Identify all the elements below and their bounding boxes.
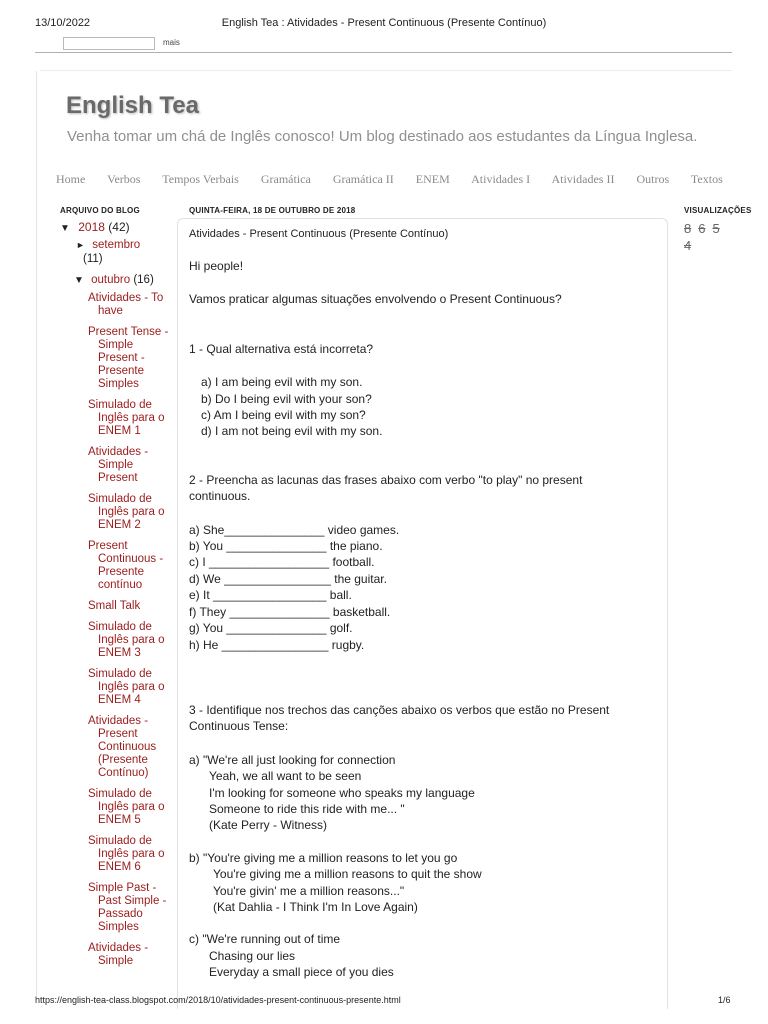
fill-blank-item: d) We ________________ the guitar. [189,571,387,586]
tab-textos[interactable]: Textos [690,172,723,186]
tab-verbos[interactable]: Verbos [107,172,141,186]
answer-option: c) Am I being evil with my son? [201,408,366,423]
archive-month-count: (11) [83,253,103,265]
lyric-line: Yeah, we all want to be seen [209,769,362,784]
fill-blank-item: g) You _______________ golf. [189,621,353,636]
print-url: https://english-tea-class.blogspot.com/2018/10/atividades-present-continuous-presente.html [35,995,401,1005]
fill-blank-item: h) He ________________ rugby. [189,637,365,652]
tab-enem[interactable]: ENEM [415,172,450,186]
lyric-line: You're giving me a million reasons to quit the show [213,867,482,882]
post-intro: Vamos praticar algumas situações envolvendo o Present Continuous? [189,292,562,307]
print-page-number: 1/6 [718,995,731,1005]
archive-post-link[interactable]: Simulado de Inglês para o ENEM 1 [88,399,165,437]
fill-blank-item: c) I __________________ football. [189,555,375,570]
tab-gramatica-ii[interactable]: Gramática II [332,172,394,186]
song-excerpt-c [189,931,659,980]
archive-post-link[interactable]: Simulado de Inglês para o ENEM 4 [88,668,165,706]
counter-digit: 5 [712,221,720,236]
archive-heading: ARQUIVO DO BLOG [60,206,140,215]
more-link[interactable]: mais [163,38,180,47]
tab-home[interactable]: Home [56,172,86,186]
counter-digit: 4 [684,238,692,253]
fill-blank-item: b) You _______________ the piano. [189,539,383,554]
question-1: 1 - Qual alternativa está incorreta? [189,341,374,356]
lyric-line: c) "We're running out of time [189,932,341,947]
fill-blank-item: a) She_______________ video games. [189,522,400,537]
page-frame-top [40,70,732,71]
lyric-line: Someone to ride this ride with me... " [209,801,405,816]
post-date: QUINTA-FEIRA, 18 DE OUTUBRO DE 2018 [189,206,356,215]
song-excerpt-b [189,850,659,916]
views-heading: VISUALIZAÇÕES [684,206,752,215]
archive-post-link[interactable]: Simulado de Inglês para o ENEM 2 [88,493,165,531]
archive-post-link[interactable]: Simulado de Inglês para o ENEM 6 [88,835,165,873]
lyric-line: You're givin' me a million reasons..." [213,883,405,898]
archive-post-link[interactable]: Atividades - Simple Present [88,446,149,484]
expand-down-icon[interactable]: ▼ [60,223,70,234]
archive-post-link[interactable]: Simple Past - Past Simple - Passado Simples [88,882,167,933]
page-frame-left [36,71,37,996]
tab-atividades-ii[interactable]: Atividades II [551,172,615,186]
lyric-line: I'm looking for someone who speaks my language [209,785,475,800]
tab-gramatica[interactable]: Gramática [260,172,311,186]
lyric-line: a) "We're all just looking for connection [189,752,396,767]
tab-atividades-i[interactable]: Atividades I [471,172,531,186]
blog-title[interactable]: English Tea [66,92,199,119]
answer-option: a) I am being evil with my son. [201,375,363,390]
post-greeting: Hi people! [189,259,244,273]
question-2: 2 - Preencha as lacunas das frases abaixo com verbo "to play" no present continuous. [189,472,583,504]
navbar-divider [35,52,732,53]
archive-month-link[interactable]: setembro [92,239,141,251]
song-credit: (Kat Dahlia - I Think I'm In Love Again) [213,899,418,914]
archive-post-link[interactable]: Atividades - Present Continuous (Presente Contínuo) [88,715,157,779]
archive-post-link[interactable]: Small Talk [88,600,141,612]
lyric-line: b) "You're giving me a million reasons to let you go [189,850,458,865]
song-excerpt-a [189,752,659,834]
archive-post-link[interactable]: Present Continuous - Presente contínuo [88,540,164,591]
expand-right-icon[interactable]: ► [76,240,85,250]
blog-archive [60,220,170,976]
archive-post-link[interactable]: Simulado de Inglês para o ENEM 5 [88,788,165,826]
print-date: 13/10/2022 [35,17,91,29]
blog-description: Venha tomar um chá de Inglês conosco! Um blog destinado aos estudantes da Língua Inglesa. [67,128,698,145]
pageview-counter [684,220,734,254]
counter-digit: 8 [684,221,692,236]
lyric-line: Everyday a small piece of you dies [209,965,394,980]
counter-digit: 6 [698,221,706,236]
archive-year-link[interactable]: 2018 [78,220,105,234]
fill-blank-item: e) It _________________ ball. [189,588,352,603]
expand-down-icon[interactable]: ▼ [74,275,84,286]
archive-post-link[interactable]: Simulado de Inglês para o ENEM 3 [88,621,165,659]
question-3: 3 - Identifique nos trechos das canções abaixo os verbos que estão no Present Continuous Tense: [189,702,610,734]
tab-tempos-verbais[interactable]: Tempos Verbais [162,172,239,186]
answer-option: b) Do I being evil with your son? [201,391,372,406]
archive-post-link[interactable]: Present Tense - Simple Present - Presente Simples [88,326,169,390]
archive-month-link[interactable]: outubro [91,274,131,286]
search-input[interactable] [63,37,155,50]
post-title[interactable]: Atividades - Present Continuous (Presente Contínuo) [189,228,449,240]
fill-blank-item: f) They _______________ basketball. [189,604,391,619]
archive-post-link[interactable]: Atividades - To have [88,292,164,317]
archive-month-count: (16) [133,274,154,286]
print-page-title: English Tea : Atividades - Present Continuous (Presente Contínuo) [221,17,547,29]
page-tabs [56,172,734,187]
archive-post-link[interactable]: Atividades - Simple [88,942,149,967]
lyric-line: Chasing our lies [209,948,296,963]
song-credit: (Kate Perry - Witness) [209,818,328,833]
tab-outros[interactable]: Outros [636,172,670,186]
post-body [189,258,659,981]
archive-year-count: (42) [108,220,130,234]
answer-option: d) I am not being evil with my son. [201,424,383,439]
